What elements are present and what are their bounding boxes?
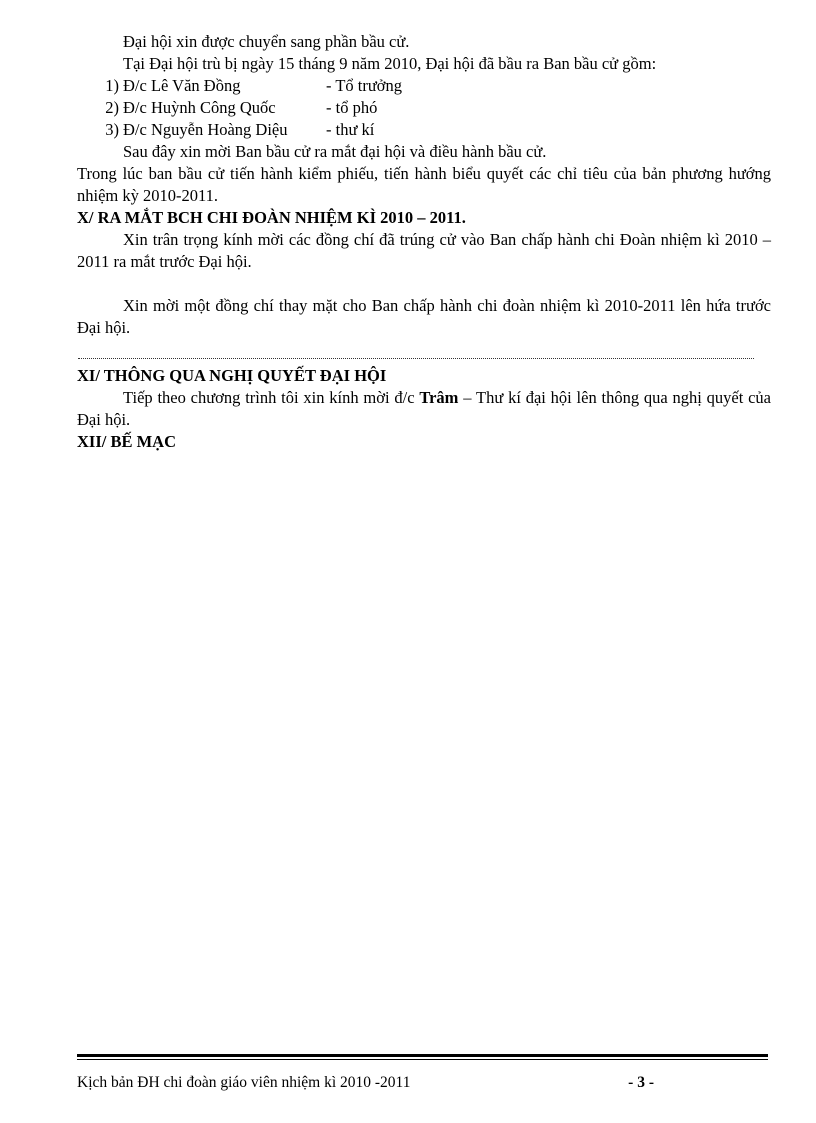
section-12-heading: XII/ BẾ MẠC xyxy=(77,432,177,451)
spacer xyxy=(77,273,771,295)
page-number: - 3 - xyxy=(628,1074,654,1091)
footer-rule xyxy=(77,1054,768,1060)
section-10-paragraph-2: Xin mời một đồng chí thay mặt cho Ban chấp hành chi đoàn nhiệm kì 2010-2011 lên hứa trước Đại hội. xyxy=(77,296,771,337)
member-role: - Tổ trưởng xyxy=(326,76,403,95)
paragraph-board-intro: Sau đây xin mời Ban bầu cử ra mắt đại hội và điều hành bầu cử. xyxy=(123,142,547,161)
member-role: - thư kí xyxy=(326,120,375,139)
section-11-paragraph: Tiếp theo chương trình tôi xin kính mời đ/c Trâm – Thư kí đại hội lên thông qua nghị quyết của Đại hội. xyxy=(77,388,772,429)
secretary-name: Trâm xyxy=(419,388,459,407)
page-footer xyxy=(77,1072,768,1094)
footer-title: Kịch bản ĐH chi đoàn giáo viên nhiệm kì 2010 -2011 xyxy=(77,1074,411,1091)
paragraph-election-intro: Đại hội xin được chuyển sang phần bầu cử. xyxy=(123,32,410,51)
paragraph-election-board: Tại Đại hội trù bị ngày 15 tháng 9 năm 2010, Đại hội đã bầu ra Ban bầu cử gồm: xyxy=(123,54,657,73)
member-name: Đ/c Lê Văn Đồng xyxy=(123,76,241,95)
member-name: Đ/c Nguyễn Hoàng Diệu xyxy=(123,120,288,139)
section-10-heading: X/ RA MẮT BCH CHI ĐOÀN NHIỆM KÌ 2010 – 2011. xyxy=(77,208,466,227)
member-role: - tổ phó xyxy=(326,98,378,117)
section-10-paragraph-1: Xin trân trọng kính mời các đồng chí đã trúng cử vào Ban chấp hành chi Đoàn nhiệm kì 2010 – 2011 ra mắt trước Đại hội. xyxy=(77,230,771,271)
document-body xyxy=(77,31,771,453)
list-item: 1) Đ/c Lê Văn Đồng - Tổ trưởng xyxy=(105,76,403,95)
paragraph-vote-count: Trong lúc ban bầu cử tiến hành kiểm phiếu, tiến hành biểu quyết các chỉ tiêu của bản phương hướng nhiệm kỳ 2010-2011. xyxy=(77,164,771,205)
list-item: 3) Đ/c Nguyễn Hoàng Diệu - thư kí xyxy=(105,120,375,139)
section-11-heading: XI/ THÔNG QUA NGHỊ QUYẾT ĐẠI HỘI xyxy=(77,366,387,385)
election-board-list xyxy=(77,75,771,141)
dotted-divider xyxy=(78,358,754,359)
member-name: Đ/c Huỳnh Công Quốc xyxy=(123,98,276,117)
list-item: 2) Đ/c Huỳnh Công Quốc - tổ phó xyxy=(105,98,378,117)
